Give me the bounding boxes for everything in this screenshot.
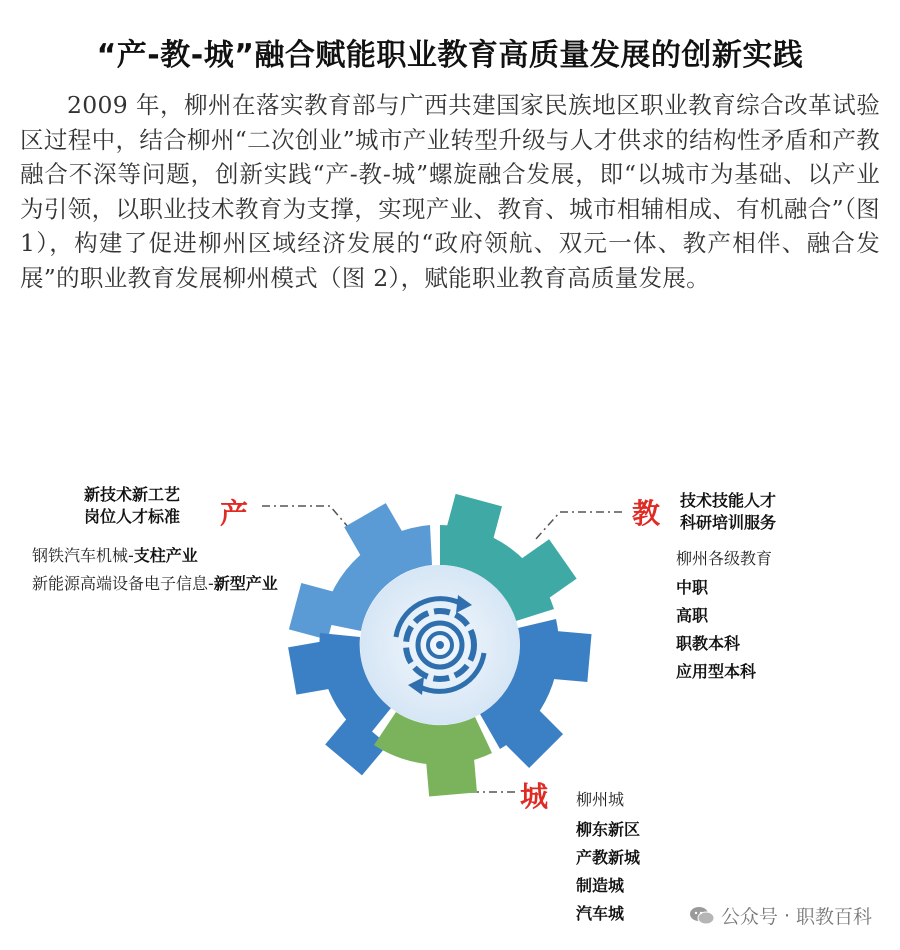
chan-line1: 新技术新工艺 [84,485,181,504]
jiao-items [676,574,756,686]
jiao-char: 教 [632,497,661,530]
watermark-prefix: 公众号 [720,906,778,928]
paragraph-cutoff [0,398,900,424]
jiao-item: 高职 [676,606,709,625]
figure-chan-jiao-cheng [0,440,900,950]
connector-chan [262,506,355,535]
jiao-line1: 技术技能人才 [680,491,777,510]
cheng-header: 柳州城 [576,790,625,809]
gear-shape [288,494,591,797]
chan-pillar-bold: 支柱产业 [133,546,198,565]
watermark-separator: · [783,904,790,927]
cheng-char: 城 [520,780,549,813]
chan-pillar-prefix: 钢铁汽车机械- [32,546,134,565]
chan-new-industry [32,573,278,595]
cheng-item: 制造城 [576,876,625,895]
chan-pillar-industry [32,545,198,567]
cheng-items [576,816,640,928]
cheng-item: 柳东新区 [576,820,641,839]
jiao-item: 职教本科 [676,634,741,653]
jiao-header: 柳州各级教育 [676,549,773,568]
jiao-item: 应用型本科 [676,662,757,681]
watermark-name: 职教百科 [795,906,872,928]
article-title: “产-教-城”融合赋能职业教育高质量发展的创新实践 [96,38,804,73]
connector-jiao [535,512,622,540]
jiao-item: 中职 [676,578,709,597]
cheng-item: 产教新城 [576,848,641,867]
chan-new-prefix: 新能源高端设备电子信息- [32,574,214,593]
cheng-item: 汽车城 [576,904,625,923]
chan-line2: 岗位人才标准 [84,507,181,526]
watermark [689,902,872,929]
wechat-icon [689,905,715,927]
jiao-line2: 科研培训服务 [680,513,777,532]
chan-char: 产 [220,497,249,530]
article-paragraph: 2009 年，柳州在落实教育部与广西共建国家民族地区职业教育综合改革试验区过程中，结合柳州“二次创业”城市产业转型升级与人才供求的结构性矛盾和产教融合不深等问题，创新实践“产-教-城”螺旋融合发展，即“以城市为基础、以产业为引领，以职业技术教育为支撑，实现产业、教育、城市相辅相成、有机融合”（图 1），构建了促进柳州区域经济发展的“政府领航、双元一体、教产相伴、融合发展”的职业教育发展柳州模式（图 2），赋能职业教育高质量发展。 [20,91,880,292]
chan-new-bold: 新型产业 [213,574,278,593]
